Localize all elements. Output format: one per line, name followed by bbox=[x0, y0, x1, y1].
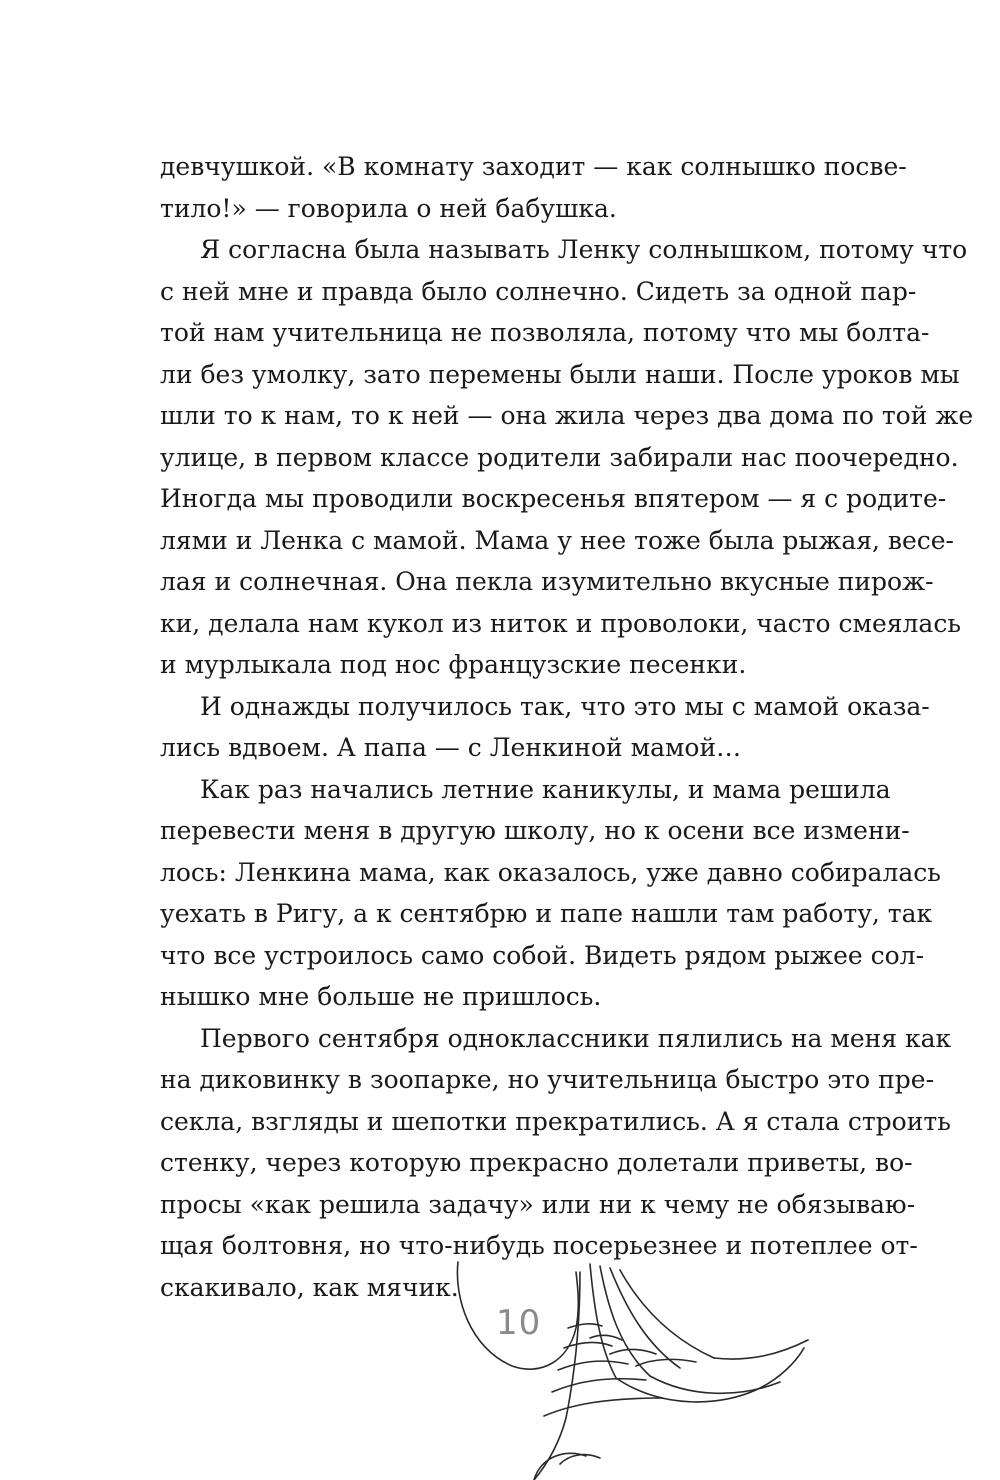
text-line: лось: Ленкина мама, как оказалось, уже давно собиралась bbox=[160, 857, 941, 887]
text-line: лями и Ленка с мамой. Мама у нее тоже была рыжая, весе- bbox=[160, 525, 955, 555]
text-line: улице, в первом классе родители забирали нас поочередно. bbox=[160, 442, 959, 472]
text-line: Первого сентября одноклассники пялились на меня как bbox=[200, 1023, 952, 1053]
text-line: ки, делала нам кукол из ниток и проволоки, часто смеялась bbox=[160, 608, 961, 638]
text-line: скакивало, как мячик. bbox=[160, 1272, 459, 1302]
text-line: просы «как решила задачу» или ни к чему не обязываю- bbox=[160, 1189, 916, 1219]
text-line: щая болтовня, но что-нибудь посерьезнее и потеплее от- bbox=[160, 1231, 918, 1260]
text-line: секла, взгляды и шепотки прекратились. А я стала строить bbox=[160, 1106, 951, 1136]
text-line: с ней мне и правда было солнечно. Сидеть за одной пар- bbox=[160, 276, 917, 306]
text-line: той нам учительница не позволяла, потому что мы болта- bbox=[160, 318, 930, 347]
spiderweb-ornament-icon bbox=[440, 1258, 900, 1480]
text-line: и мурлыкала под нос французские песенки. bbox=[160, 650, 747, 679]
text-line: на диковинку в зоопарке, но учительница быстро это пре- bbox=[160, 1065, 935, 1094]
text-line: перевести меня в другую школу, но к осени все измени- bbox=[160, 816, 910, 845]
text-line: Я согласна была называть Ленку солнышком, потому что bbox=[200, 235, 968, 264]
text-line: Как раз начались летние каникулы, и мама решила bbox=[200, 774, 891, 804]
text-line: лая и солнечная. Она пекла изумительно вкусные пирож- bbox=[160, 567, 934, 596]
text-line: Иногда мы проводили воскресенья впятером — я с родите- bbox=[160, 484, 947, 513]
body-text bbox=[160, 146, 974, 1308]
page-number: 10 bbox=[496, 1303, 542, 1343]
text-line: шли то к нам, то к ней — она жила через два дома по той же bbox=[160, 401, 974, 430]
text-line: тило!» — говорила о ней бабушка. bbox=[160, 193, 617, 223]
text-line: девчушкой. «В комнату заходит — как солнышко посве- bbox=[160, 152, 907, 181]
text-line: И однажды получилось так, что это мы с мамой оказа- bbox=[200, 691, 930, 721]
paragraph-3 bbox=[160, 686, 930, 769]
text-line: ли без умолку, зато перемены были наши. После уроков мы bbox=[160, 359, 960, 389]
text-line: уехать в Ригу, а к сентябрю и папе нашли там работу, так bbox=[160, 899, 933, 928]
paragraph-1 bbox=[160, 146, 907, 229]
text-line: что все устроилось само собой. Видеть рядом рыжее сол- bbox=[160, 940, 925, 970]
text-line: лись вдвоем. А папа — с Ленкиной мамой… bbox=[160, 733, 742, 762]
text-line: стенку, через которую прекрасно долетали приветы, во- bbox=[160, 1148, 913, 1177]
text-line: нышко мне больше не пришлось. bbox=[160, 982, 602, 1011]
paragraph-2 bbox=[160, 229, 974, 686]
paragraph-4 bbox=[160, 769, 941, 1018]
